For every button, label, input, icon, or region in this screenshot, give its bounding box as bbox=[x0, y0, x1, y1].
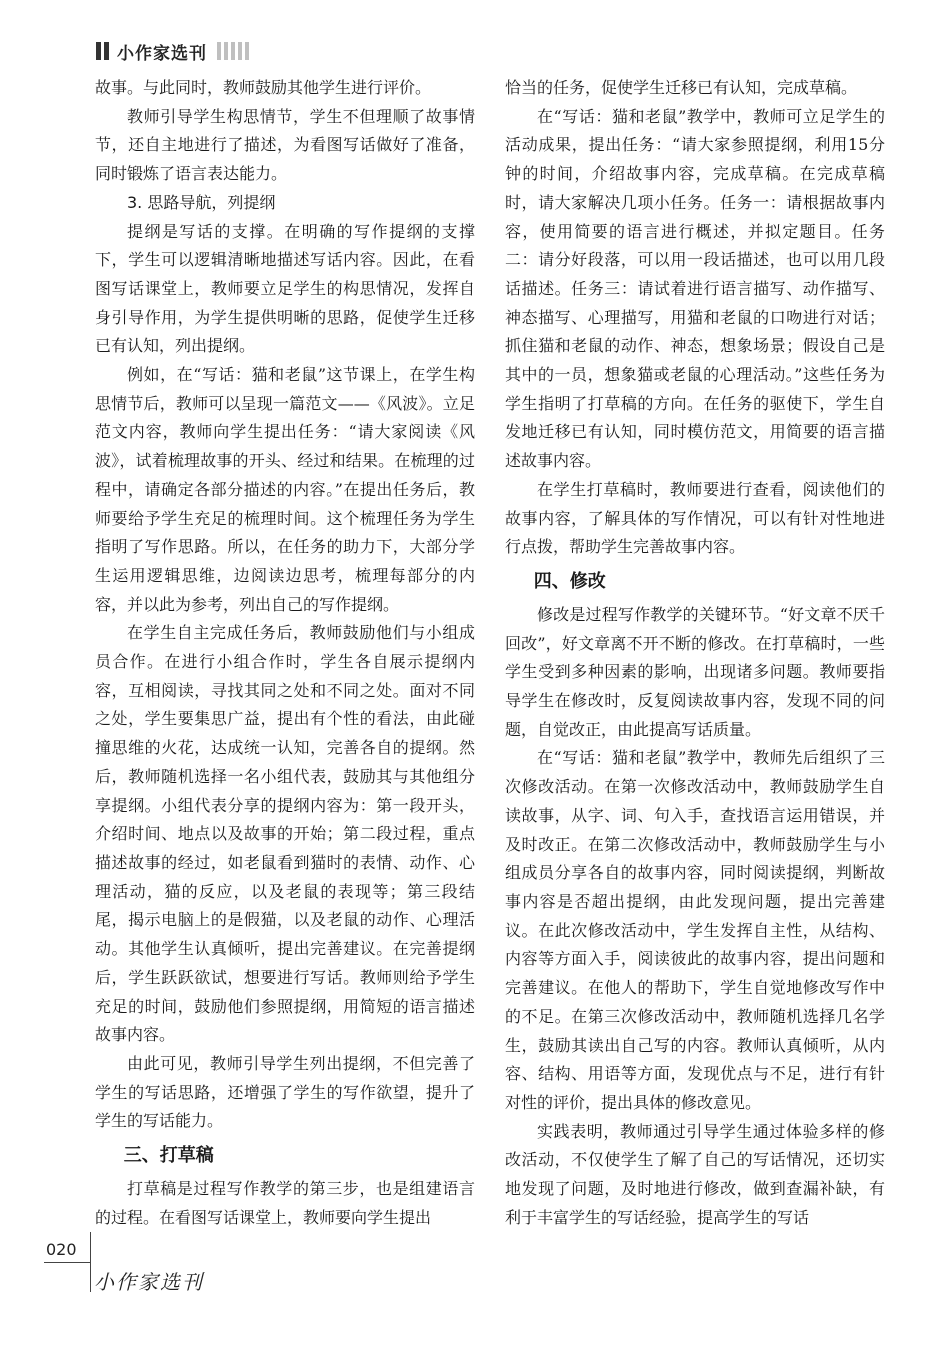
section-heading: 三、打草稿 bbox=[123, 1145, 214, 1167]
journal-title: 小作家选刊 bbox=[117, 43, 207, 64]
header-stripes-icon bbox=[217, 42, 249, 60]
paragraph: 在“写话：猫和老鼠”教学中，教师可立足学生的活动成果，提出任务：“请大家参照提纲，利用15分钟的时间，介绍故事内容，完成草稿。在完成草稿时，请大家解决几项小任务。任务一：请根据故事内容，使用简要的语言进行概述，并拟定题目。任务二：请分好段落，可以用一段话描述，也可以用几段话描述。任务三：请试着进行语言描写、动作描写、神态描写、心理描写，用猫和老鼠的口吻进行对话；抓住猫和老鼠的动作、神态，想象场景；假设自己是其中的一员，想象猫或老鼠的心理活动。”这些任务为学生指明了打草稿的方向。在任务的驱使下，学生自发地迁移已有认知，同时模仿范文，用简要的语言描述故事内容。 bbox=[505, 106, 885, 471]
section-heading: 四、修改 bbox=[533, 570, 606, 592]
paragraph: 在学生打草稿时，教师要进行查看，阅读他们的故事内容，了解具体的写作情况，可以有针对性地进行点拨，帮助学生完善故事内容。 bbox=[505, 479, 885, 557]
footer-divider bbox=[44, 1262, 90, 1263]
paragraph: 在学生自主完成任务后，教师鼓励他们与小组成员合作。在进行小组合作时，学生各自展示提纲内容，互相阅读，寻找其同之处和不同之处。面对不同之处，学生要集思广益，提出有个性的看法，由此碰撞思维的火花，达成统一认知，完善各自的提纲。然后，教师随机选择一名小组代表，鼓励其与其他组分享提纲。小组代表分享的提纲内容为：第一段开头，介绍时间、地点以及故事的开始；第二段过程，重点描述故事的经过，如老鼠看到猫时的表情、动作、心理活动，猫的反应，以及老鼠的表现等；第三段结尾，揭示电脑上的是假猫，以及老鼠的动作、心理活动。其他学生认真倾听，提出完善建议。在完善提纲后，学生跃跃欲试，想要进行写话。教师则给予学生充足的时间，鼓励他们参照提纲，用简短的语言描述故事内容。 bbox=[95, 623, 475, 1045]
subsection-title: 思路导航，列提纲 bbox=[147, 192, 276, 212]
right-column bbox=[505, 74, 885, 1232]
footer-divider-vertical bbox=[90, 1232, 91, 1292]
paragraph: 打草稿是过程写作教学的第三步，也是组建语言的过程。在看图写话课堂上，教师要向学生提出 bbox=[95, 1179, 475, 1227]
running-header bbox=[96, 40, 249, 62]
paragraph: 恰当的任务，促使学生迁移已有认知，完成草稿。 bbox=[505, 78, 858, 97]
paragraph: 修改是过程写作教学的关键环节。“好文章不厌千回改”，好文章离不开不断的修改。在打草稿时，一些学生受到多种因素的影响，出现诸多问题。教师要指导学生在修改时，反复阅读故事内容，发现不同的问题，自觉改正，由此提高写话质量。 bbox=[505, 604, 885, 739]
paragraph: 提纲是写话的支撑。在明确的写作提纲的支撑下，学生可以逻辑清晰地描述写话内容。因此，在看图写话课堂上，教师要立足学生的构思情况，发挥自身引导作用，为学生提供明晰的思路，促使学生迁移已有认知，列出提纲。 bbox=[95, 221, 475, 356]
paragraph: 教师引导学生构思情节，学生不但理顺了故事情节，还自主地进行了描述，为看图写话做好了准备，同时锻炼了语言表达能力。 bbox=[95, 106, 475, 184]
header-bars-icon bbox=[96, 42, 109, 60]
paragraph: 由此可见，教师引导学生列出提纲，不但完善了学生的写话思路，还增强了学生的写作欲望，提升了学生的写话能力。 bbox=[95, 1053, 475, 1131]
footer-logo: 小作家选刊 bbox=[94, 1270, 204, 1294]
subsection-number: 3. bbox=[127, 192, 143, 212]
paragraph: 在“写话：猫和老鼠”教学中，教师先后组织了三次修改活动。在第一次修改活动中，教师鼓励学生自读故事，从字、词、句入手，查找语言运用错误，并及时改正。在第二次修改活动中，教师鼓励学生与小组成员分享各自的故事内容，同时阅读提纲，判断故事内容是否超出提纲，由此发现问题，提出完善建议。在此次修改活动中，学生发挥自主性，从结构、内容等方面入手，阅读彼此的故事内容，提出问题和完善建议。在他人的帮助下，学生自觉地修改写作中的不足。在第三次修改活动中，教师随机选择几名学生，鼓励其读出自己写的内容。教师认真倾听，从内容、结构、用语等方面，发现优点与不足，进行有针对性的评价，提出具体的修改意见。 bbox=[505, 748, 885, 1112]
paragraph: 实践表明，教师通过引导学生通过体验多样的修改活动，不仅使学生了解了自己的写话情况，还切实地发现了问题，及时地进行修改，做到查漏补缺，有利于丰富学生的写话经验，提高学生的写话 bbox=[505, 1121, 885, 1227]
paragraph: 例如，在“写话：猫和老鼠”这节课上，在学生构思情节后，教师可以呈现一篇范文——《风波》。立足范文内容，教师向学生提出任务：“请大家阅读《风波》，试着梳理故事的开头、经过和结果。在梳理的过程中，请确定各部分描述的内容。”在提出任务后，教师要给予学生充足的梳理时间。这个梳理任务为学生指明了写作思路。所以，在任务的助力下，大部分学生运用逻辑思维，边阅读边思考，梳理每部分的内容，并以此为参考，列出自己的写作提纲。 bbox=[95, 365, 475, 614]
subsection-heading bbox=[95, 189, 475, 218]
paragraph: 故事。与此同时，教师鼓励其他学生进行评价。 bbox=[95, 78, 432, 97]
page-number: 020 bbox=[46, 1240, 77, 1259]
left-column bbox=[95, 74, 475, 1232]
